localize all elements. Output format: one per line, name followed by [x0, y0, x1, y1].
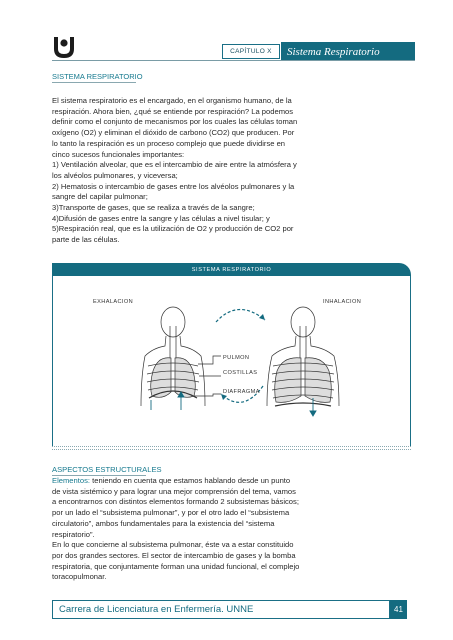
page-number: 41: [390, 600, 407, 619]
university-logo-icon: [52, 34, 76, 60]
list-item: 4)Difusión de gases entre la sangre y las células a nivel tisular; y: [52, 213, 270, 223]
list-item: 2) Hematosis o intercambio de gases entre los alvéolos pulmonares y la sangre del capilar pulmonar;: [52, 181, 295, 202]
aspects-paragraph: [52, 476, 300, 540]
chapter-title: Sistema Respiratorio: [281, 42, 415, 61]
intro-paragraph: El sistema respiratorio es el encargado, en el organismo humano, de la respiración. Ahora bien, ¿qué se entiende por respiración? La podemos definir como el conjunto de mecanismos por los cuales las células toman oxígeno (O2) y eliminan el dióxido de carbono (CO2) que producen. Por lo tanto la respiración es un proceso complejo que puede dividirse en cinco sucesos funcionales importantes:: [52, 96, 298, 159]
figure-divider: [52, 446, 411, 447]
figure-title: SISTEMA RESPIRATORIO: [191, 266, 272, 273]
cycle-arrow-top: [216, 309, 265, 322]
section-underline: [52, 82, 136, 83]
exhalation-figure: [141, 307, 205, 406]
list-item: 1) Ventilación alveolar, que es el intercambio de aire entre la atmósfera y los alvéolos pulmonares, y viceversa;: [52, 160, 297, 180]
respiratory-diagram: [53, 276, 410, 446]
chapter-label: CAPÍTULO X: [222, 44, 280, 59]
footer-text: Carrera de Licenciatura en Enfermería. UNNE: [52, 600, 390, 619]
section-title: SISTEMA RESPIRATORIO: [52, 72, 143, 81]
inhalation-figure: [267, 307, 339, 406]
list-item: 3)Transporte de gases, que se realiza a través de la sangre;: [52, 203, 255, 213]
lung-label: PULMON: [223, 355, 250, 361]
arrow-head-icon: [259, 314, 265, 320]
inhalation-label: INHALACION: [323, 299, 362, 305]
exhalation-label: EXHALACION: [93, 299, 134, 305]
ribs-label: COSTILLAS: [223, 370, 258, 376]
header-divider: [52, 60, 415, 61]
aspects-paragraph-body: teniendo en cuenta que estamos hablando desde un punto de vista sistémico y para lograr una mejor comprensión del tema, vamos a encontrarnos con distintos elementos formando 2 subsistemas básicos; por un lado el “subsistema pulmonar”, y por el otro lado el “subsistema circulatorio”, ambos fundamentales para la existencia del “sistema respiratorio”.: [52, 476, 299, 539]
keyword: Elementos:: [52, 476, 90, 485]
list-item: 5)Respiración real, que es la utilización de O2 y producción de CO2 por parte de las células.: [52, 224, 294, 245]
diaphragm-label: DIAFRAGMA: [223, 389, 260, 395]
aspects-paragraph: En lo que concierne al subsistema pulmonar, éste va a estar constituido por dos grandes sectores. El sector de intercambio de gases y la bomba respiratoria, que conjuntamente forman una unidad funcional, el complejo toracopulmonar.: [52, 540, 300, 582]
figure-divider: [52, 449, 411, 450]
intro-text: [52, 96, 300, 246]
aspects-text: [52, 476, 300, 583]
aspects-title: ASPECTOS ESTRUCTURALES: [52, 465, 162, 474]
